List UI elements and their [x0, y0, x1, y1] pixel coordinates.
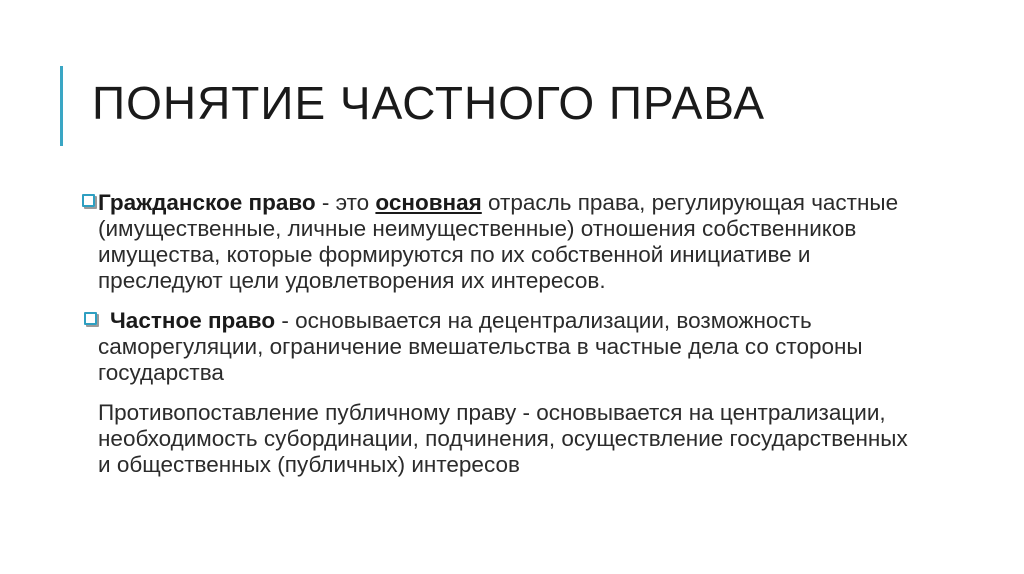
slide-title: ПОНЯТИЕ ЧАСТНОГО ПРАВА [92, 77, 766, 129]
term-private-law: Частное право [110, 308, 276, 333]
paragraph-text: - основывается на децентрализации, возможность саморегуляции, ограничение вмешательства в частные дела со стороны государства [98, 308, 863, 385]
paragraph-public-law-contrast: Противопоставление публичному праву - основывается на централизации, необходимость субординации, подчинения, осуществление государственных и общественных (публичных) интересов [98, 400, 908, 477]
paragraph-civil-law [80, 190, 910, 294]
paragraph-text: отрасль права, регулирующая частные (имущественные, личные неимущественные) отношения собственников имущества, которые формируются по их собственной инициативе и преследуют цели удовлетворения их интересов. [98, 190, 899, 293]
paragraph-separator: - это [315, 190, 376, 215]
slide-body [80, 190, 910, 492]
paragraph-private-law [80, 308, 910, 386]
term-civil-law: Гражданское право [98, 190, 316, 215]
square-bullet-icon [82, 194, 95, 207]
square-bullet-icon [84, 312, 97, 325]
title-accent-bar [60, 66, 63, 146]
emphasis-main: основная [375, 190, 482, 215]
